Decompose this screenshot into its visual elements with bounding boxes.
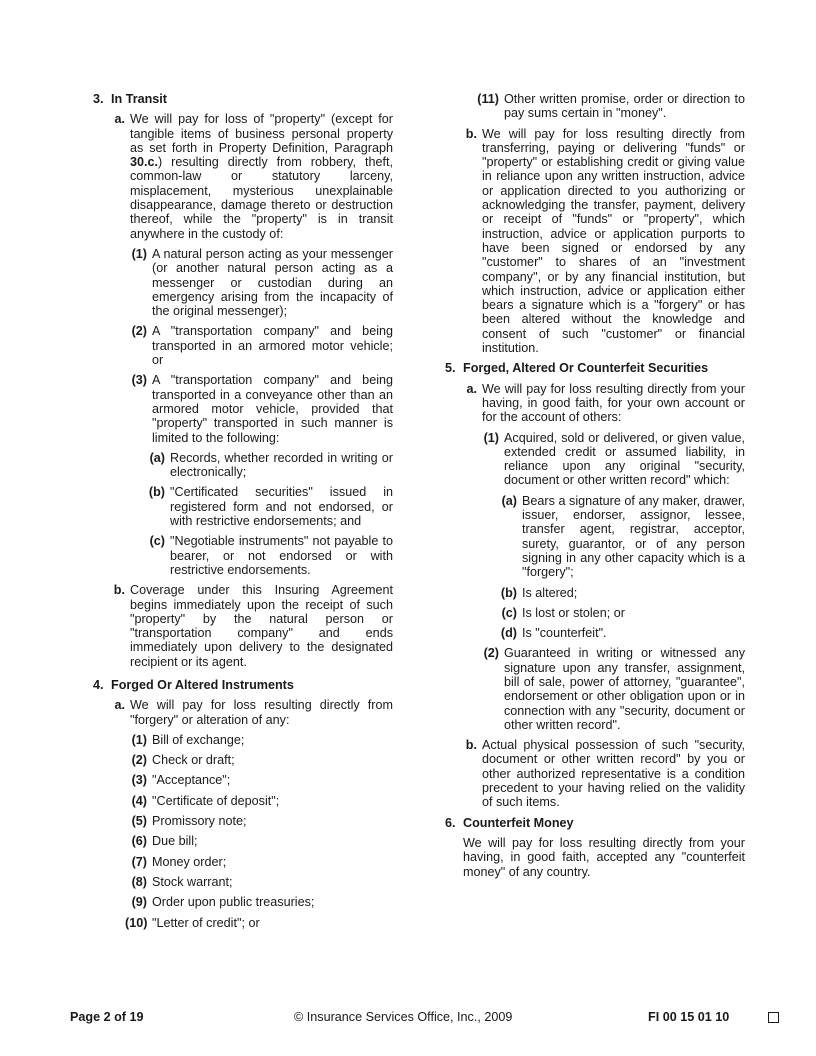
- item-text: Coverage under this Insuring Agreement begins immediately upon the receipt of such "property" by the natural person or "transportation company" and ends immediately upon delivery to the designated recipient or its agent.: [130, 583, 393, 669]
- item-text: Is altered;: [522, 585, 578, 600]
- item-label: (3): [131, 773, 147, 788]
- list-item-4a11: [477, 92, 745, 121]
- list-item-4a: [125, 733, 393, 747]
- item-label: b.: [465, 126, 477, 141]
- item-text: Due bill;: [152, 834, 198, 849]
- paragraph-3a: [111, 112, 393, 241]
- item-text: A "transportation company" and being transported in a conveyance other than an armored motor vehicle, provided that "property" transported in such manner is limited to the following:: [152, 373, 393, 445]
- paragraph-5a1c: [497, 606, 745, 620]
- paragraph-5a2: [483, 646, 745, 732]
- list-item-4a: [125, 916, 393, 930]
- item-label: (b): [500, 585, 517, 600]
- item-label: (9): [131, 895, 147, 910]
- item-text-part: ) resulting directly from robbery, theft, common-law or statutory larceny, misplacement, mysterious unexplainable disappearance, damage thereto or destruction thereof, while the "property" is in transit anywhere in the custody of:: [130, 155, 393, 241]
- item-text: "Certificated securities" issued in registered form and not endorsed, or with restrictive endorsements; and: [170, 485, 393, 529]
- section-number: 4.: [93, 677, 104, 692]
- item-text-part: We will pay for loss of "property" (except for tangible items of business personal property as set forth in Property Definition, Paragraph: [130, 112, 393, 155]
- item-label: a.: [114, 112, 125, 127]
- item-text: Bears a signature of any maker, drawer, issuer, endorser, assignor, lessee, transfer agent, registrar, acceptor, surety, guarantor, or of any person signing in any other capacity which is a "forgery";: [522, 493, 745, 580]
- paragraph-3a1: [125, 247, 393, 318]
- paragraph-3a2: [125, 324, 393, 367]
- list-item-4a: [125, 753, 393, 767]
- section-title: Forged Or Altered Instruments: [111, 677, 294, 692]
- paragraph-3a3b: [145, 485, 393, 528]
- paragraph-5a1d: [497, 626, 745, 640]
- list-item-4a: [125, 794, 393, 808]
- item-label: (1): [131, 732, 147, 747]
- list-item-4a: [125, 855, 393, 869]
- section-title: Counterfeit Money: [463, 815, 574, 830]
- item-label: (2): [131, 324, 147, 339]
- item-text: Bill of exchange;: [152, 732, 245, 747]
- paragraph-3a3c: [145, 534, 393, 577]
- paragraph-3a3: [125, 373, 393, 444]
- section-number: 3.: [93, 92, 104, 106]
- section-heading-forged-instruments: [93, 678, 393, 692]
- paragraph-5a: [463, 382, 745, 425]
- section-heading-counterfeit-money: [445, 816, 745, 830]
- section-heading-in-transit: [93, 92, 393, 106]
- item-label: b.: [465, 738, 477, 753]
- item-label: (a): [501, 493, 517, 508]
- item-text: [130, 112, 393, 241]
- section-title: Forged, Altered Or Counterfeit Securities: [463, 361, 709, 376]
- paragraph-3a3a: [145, 451, 393, 480]
- item-text: Is "counterfeit".: [522, 626, 607, 641]
- item-text: Other written promise, order or direction to pay sums certain in "money".: [504, 92, 745, 121]
- item-label: (2): [483, 646, 499, 661]
- item-label: (7): [131, 854, 147, 869]
- item-label: (b): [148, 485, 165, 500]
- item-label: (2): [131, 753, 147, 768]
- item-text: Records, whether recorded in writing or electronically;: [170, 450, 393, 480]
- paragraph-5a1a: [497, 494, 745, 580]
- item-text: Check or draft;: [152, 753, 235, 768]
- list-item-4a: [125, 875, 393, 889]
- item-text: Acquired, sold or delivered, or given value, extended credit or assumed liability, in reliance upon any original "security, document or other written record" which:: [504, 430, 745, 488]
- list-item-4a: [125, 834, 393, 848]
- item-text: Is lost or stolen; or: [522, 605, 625, 620]
- paragraph-5a1b: [497, 586, 745, 600]
- paragraph-4a: [111, 698, 393, 727]
- item-label: (3): [131, 373, 147, 388]
- item-label: (4): [131, 793, 147, 808]
- paragraph-reference: 30.c.: [130, 155, 159, 170]
- item-label: (d): [500, 626, 517, 641]
- item-label: (a): [149, 450, 165, 465]
- item-label: a.: [466, 381, 477, 396]
- form-number: FI 00 15 01 10: [648, 1010, 730, 1024]
- item-label: (11): [477, 92, 499, 106]
- paragraph-5a1: [483, 431, 745, 488]
- item-text: We will pay for loss resulting directly from your having, in good faith, for your own account or for the account of others:: [482, 381, 745, 425]
- item-text: "Letter of credit"; or: [152, 915, 260, 930]
- item-label: (10): [125, 915, 148, 930]
- list-item-4a: [125, 773, 393, 787]
- item-label: (1): [483, 430, 499, 445]
- page-footer: [70, 1010, 782, 1026]
- item-label: b.: [113, 583, 125, 598]
- item-text: Stock warrant;: [152, 874, 233, 889]
- item-text: Actual physical possession of such "security, document or other written record" by you or other authorized representative is a condition precedent to your having relied on the validity of such items.: [482, 738, 745, 810]
- section-title: In Transit: [111, 92, 167, 106]
- item-text: Order upon public treasuries;: [152, 895, 315, 910]
- item-label: (c): [501, 605, 517, 620]
- item-text: A natural person acting as your messenger (or another natural person acting as a messenger or custodian during an emergency arising from the incapacity of the original messenger);: [152, 246, 393, 319]
- section-number: 5.: [445, 361, 456, 376]
- list-item-4a: [125, 814, 393, 828]
- section-number: 6.: [445, 815, 456, 830]
- item-label: (1): [131, 246, 147, 261]
- item-text: Money order;: [152, 854, 227, 869]
- paragraph-5b: [463, 738, 745, 809]
- item-label: a.: [114, 698, 125, 713]
- item-label: (6): [131, 834, 147, 849]
- list-item-4a: [125, 895, 393, 909]
- item-label: (5): [131, 814, 147, 829]
- paragraph-3b: [111, 583, 393, 669]
- item-text: Guaranteed in writing or witnessed any signature upon any transfer, assignment, bill of sale, power of attorney, "guarantee", endorsement or other obligation upon or in connection with any "security, document or other written record".: [504, 646, 745, 732]
- copyright-notice: © Insurance Services Office, Inc., 2009: [294, 1010, 513, 1024]
- checkbox-square-icon: [768, 1012, 779, 1023]
- item-text: We will pay for loss resulting directly from "forgery" or alteration of any:: [130, 698, 393, 727]
- item-text: "Certificate of deposit";: [152, 793, 280, 808]
- item-text: We will pay for loss resulting directly from transferring, paying or delivering "funds" or "property" or establishing credit or giving value in reliance upon any written instruction, advice or application directed to you authorizing or acknowledging the transfer, payment, delivery or receipt of "funds" or "property", which instruction, advice or application purports to have been signed or endorsed by any "customer" to shares of an "investment company", or by any financial institution, but which instruction, advice or application either bears a signature which is a "forgery" or has been altered without the knowledge and consent of such "customer" or financial institution.: [482, 126, 745, 356]
- left-column: [93, 92, 393, 936]
- section-heading-counterfeit-securities: [445, 361, 745, 375]
- item-label: (c): [149, 534, 165, 549]
- paragraph-4b: [463, 127, 745, 356]
- item-text: "Acceptance";: [152, 773, 231, 788]
- item-text: "Negotiable instruments" not payable to bearer, or not endorsed or with restrictive endorsements.: [170, 534, 393, 577]
- item-label: (8): [131, 874, 147, 889]
- item-text: A "transportation company" and being transported in an armored motor vehicle; or: [152, 324, 393, 368]
- paragraph-6: We will pay for loss resulting directly from your having, in good faith, accepted any "counterfeit money" of any country.: [463, 835, 745, 879]
- right-column: [445, 92, 745, 879]
- item-text: Promissory note;: [152, 814, 247, 829]
- page-number: Page 2 of 19: [70, 1010, 144, 1024]
